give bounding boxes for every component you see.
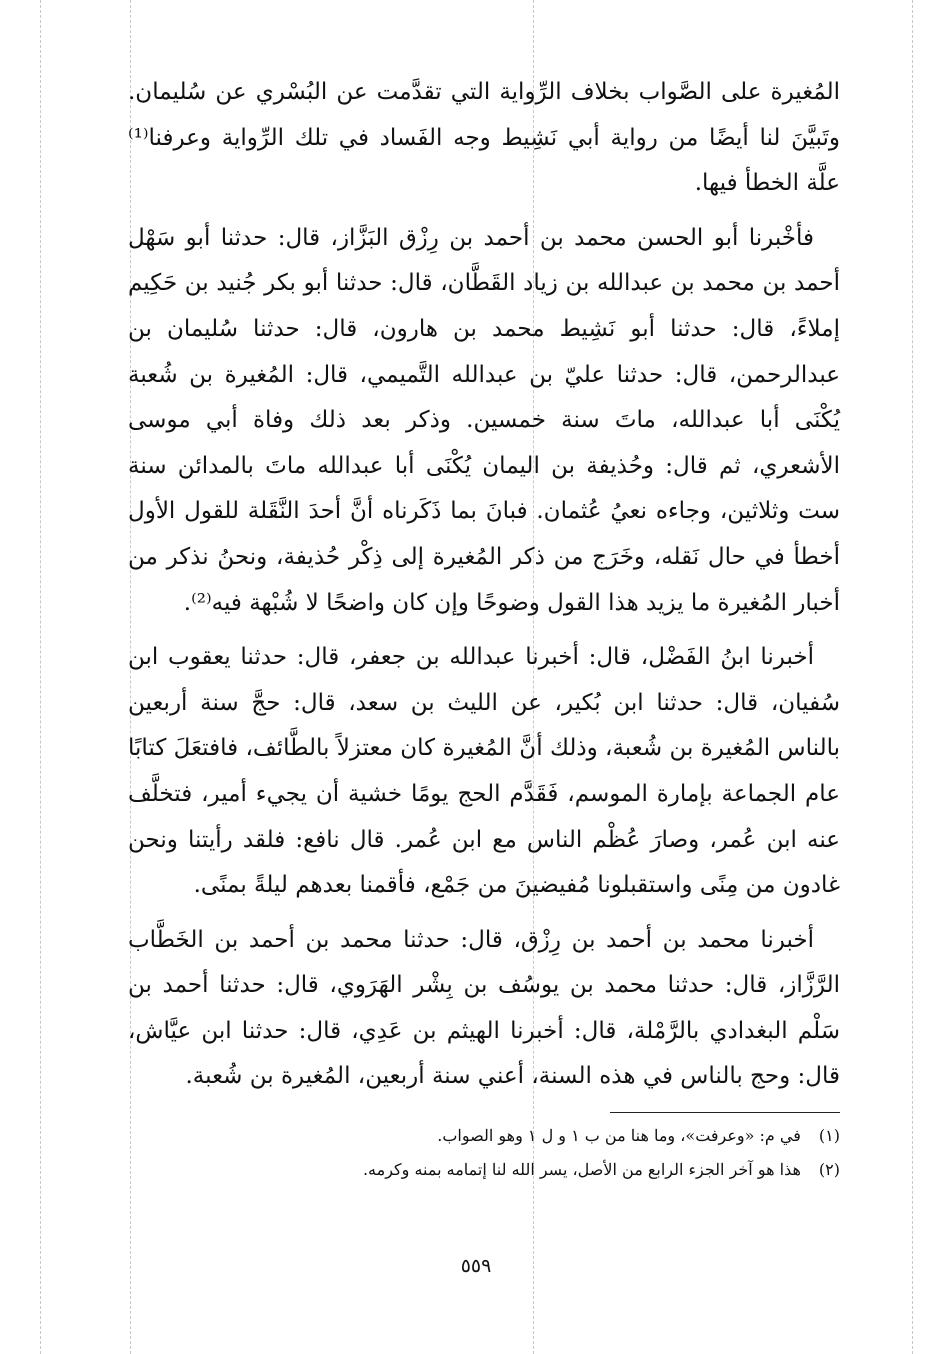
footnote-number: (١) <box>818 1126 840 1145</box>
paragraph-4: أخبرنا محمد بن أحمد بن رِزْق، قال: حدثنا محمد بن أحمد بن الخَطَّاب الرَّزَّاز، قال: حدثنا محمد بن يوسُف بن بِشْر الهَرَوي، قال: حدثنا أحمد بن سَلْم البغدادي بالرَّمْلة، قال: أخبرنا الهيثم بن عَدِي، قال: حدثنا ابن عيَّاش، قال: وحج بالناس في هذه السنة، أعني سنة أربعين، المُغيرة بن شُعبة. <box>128 926 840 1090</box>
footnotes <box>128 1119 840 1187</box>
footnote-text: هذا هو آخر الجزء الرابع من الأصل، يسر الله لنا إتمامه بمنه وكرمه. <box>362 1160 801 1179</box>
footnote-1 <box>128 1119 840 1153</box>
footnote-2 <box>128 1153 840 1187</box>
scan-guide-line <box>912 0 913 1354</box>
scan-guide-line <box>40 0 41 1354</box>
footnote-text: في م: «وعرفت»، وما هنا من ب ١ و ل ١ وهو الصواب. <box>437 1126 801 1145</box>
main-text-body <box>128 70 840 1100</box>
paragraph-2: فأخْبرنا أبو الحسن محمد بن أحمد بن رِزْق البَزَّاز، قال: حدثنا أبو سَهْل أحمد بن محمد بن عبدالله بن زياد القَطَّان، قال: حدثنا أبو بكر جُنيد بن حَكِيم إملاءً، قال: حدثنا أبو نَشِيط محمد بن هارون، قال: حدثنا سُليمان بن عبدالرحمن، قال: حدثنا عليّ بن عبدالله التَّميمي، قال: المُغيرة بن شُعبة يُكْنَى أبا عبدالله، ماتَ سنة خمسين. وذكر بعد ذلك وفاة أبي موسى الأشعري، ثم قال: وحُذيفة بن اليمان يُكْنَى أبا عبدالله ماتَ بالمدائن سنة ست وثلاثين، وجاءه نعيُ عُثمان. فبانَ بما ذَكَرناه أنَّ أحدَ النَّقَلة للقول الأول أخطأ في حال نَقله، وخَرَج من ذكر المُغيرة إلى ذِكْر حُذيفة، ونحنُ نذكر من أخبار المُغيرة ما يزيد هذا القول وضوحًا وإن كان واضحًا لا شُبْهة فيه⁽²⁾. <box>128 224 840 616</box>
paragraph-1: المُغيرة على الصَّواب بخلاف الرِّواية التي تقدَّمت عن البُسْري عن سُليمان. وتَبيَّنَ لنا أيضًا من رواية أبي نَشِيط وجه الفَساد في تلك الرِّواية وعرفنا⁽¹⁾ علَّة الخطأ فيها. <box>128 79 840 197</box>
paragraph-3: أخبرنا ابنُ الفَضْل، قال: أخبرنا عبدالله بن جعفر، قال: حدثنا يعقوب ابن سُفيان، قال: حدثنا ابن بُكير، عن الليث بن سعد، قال: حجَّ سنة أربعين بالناس المُغيرة بن شُعبة، وذلك أنَّ المُغيرة كان معتزلاً بالطَّائف، فافتعَلَ كتابًا عام الجماعة بإمارة الموسم، فَقَدَّم الحج يومًا خشية أن يجيء أمير، فتخلَّف عنه ابن عُمر، وصارَ عُظْم الناس مع ابن عُمر. قال نافع: فلقد رأيتنا ونحن غادون من مِنًى واستقبلونا مُفيضينَ من جَمْع، فأقمنا بعدهم ليلةً بمنًى. <box>128 644 840 899</box>
footnote-separator <box>610 1112 840 1113</box>
page-number: ٥٥٩ <box>460 1255 492 1277</box>
footnote-number: (٢) <box>818 1160 840 1179</box>
